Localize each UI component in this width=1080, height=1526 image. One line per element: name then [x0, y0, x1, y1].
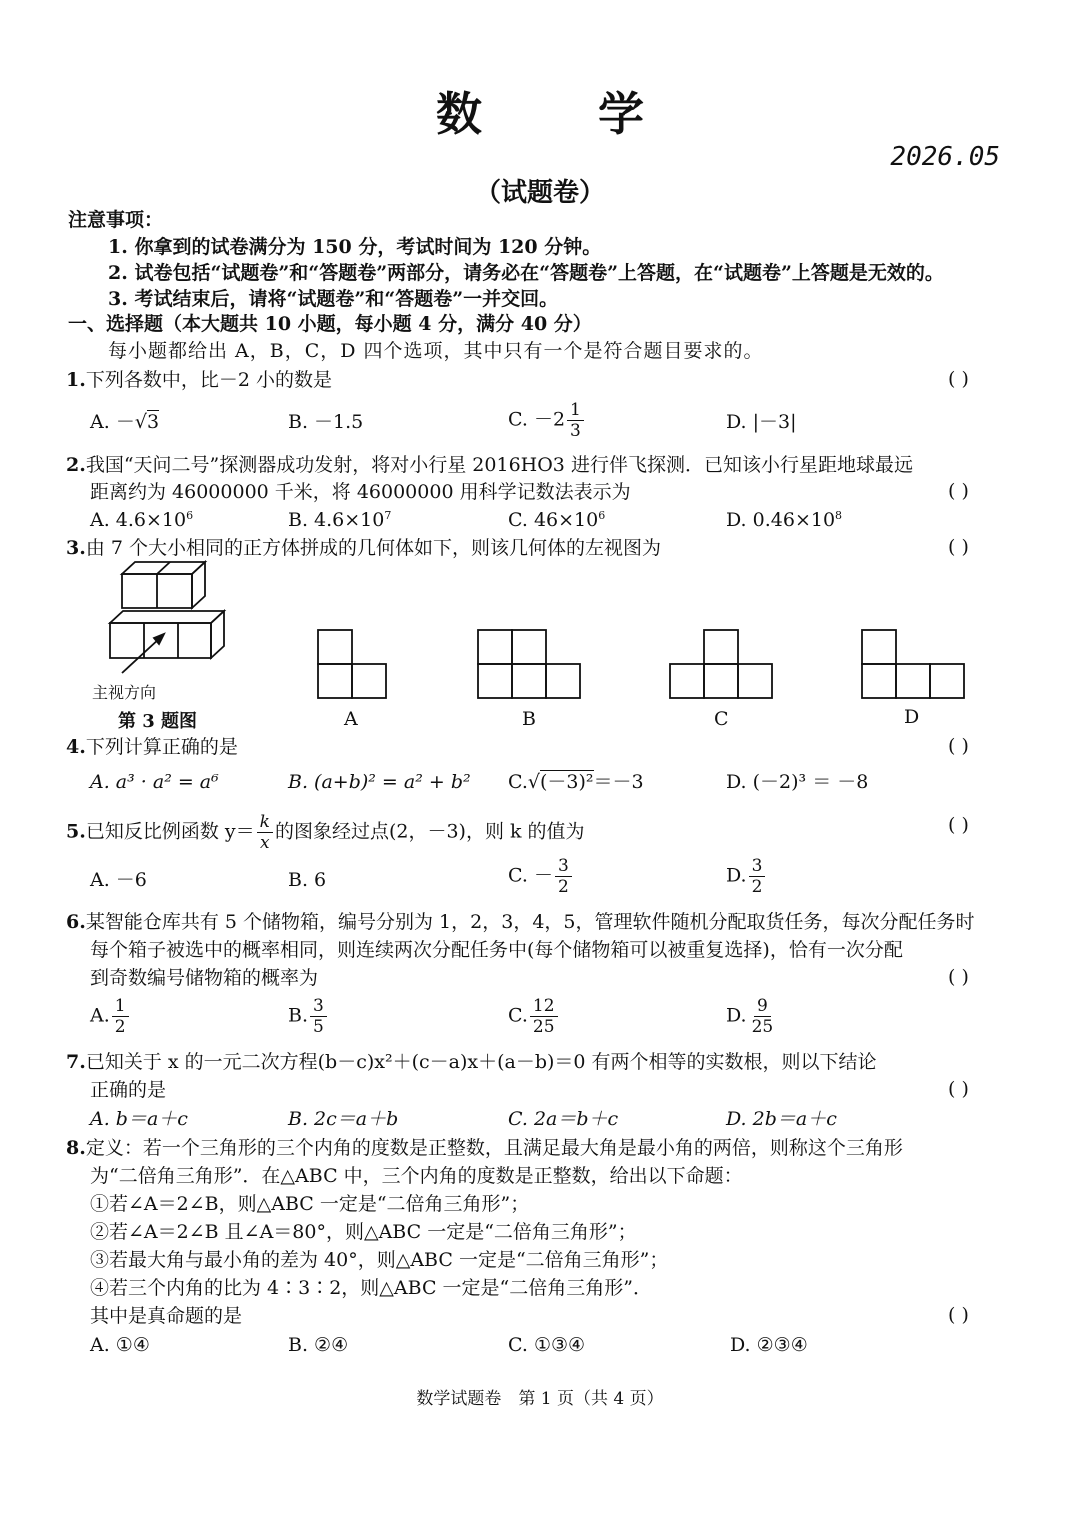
- option-c-figure: [668, 628, 776, 702]
- option-text: ＝－3: [593, 771, 644, 793]
- option-c: [508, 996, 560, 1037]
- question-number: 5.: [66, 820, 86, 843]
- question-4: [66, 735, 238, 759]
- answer-bracket: ( ): [948, 368, 969, 390]
- question-number: 8.: [66, 1137, 86, 1159]
- section-heading: 一、选择题（本大题共 10 小题，每小题 4 分，满分 40 分）: [68, 313, 592, 335]
- question-text: 已知反比例函数 y＝: [85, 820, 255, 843]
- fraction: [567, 400, 584, 441]
- question-5: [66, 812, 585, 853]
- question-7: [66, 1050, 877, 1074]
- denominator: 2: [557, 877, 569, 897]
- exponent: 8: [835, 509, 843, 522]
- option-label: C. －: [508, 864, 553, 887]
- question-text: 下列计算正确的是: [85, 736, 238, 758]
- question-number: 4.: [66, 736, 86, 758]
- question-8: [66, 1136, 903, 1160]
- option-b: B. 2c＝a＋b: [288, 1108, 399, 1130]
- sqrt-symbol: √: [134, 411, 147, 433]
- numerator: 12: [530, 996, 558, 1017]
- fraction: [112, 996, 129, 1037]
- answer-bracket: ( ): [948, 536, 969, 558]
- numerator: 3: [555, 856, 572, 877]
- notice-heading: 注意事项：: [68, 209, 164, 231]
- exponent: 6: [186, 509, 194, 522]
- proposition-2: ②若∠A＝2∠B 且∠A＝80°，则△ABC 一定是“二倍角三角形”；: [90, 1221, 637, 1243]
- question-number: 3.: [66, 537, 86, 559]
- fraction: [749, 996, 777, 1037]
- option-text: A. 4.6×10: [90, 509, 187, 531]
- question-number: 1.: [66, 369, 86, 391]
- radicand: (－3)²: [540, 771, 594, 793]
- option-label: A.: [90, 1004, 110, 1027]
- denominator: 2: [114, 1017, 126, 1037]
- option-label: B.: [288, 1004, 309, 1027]
- option-c: [508, 400, 586, 441]
- option-label: D.: [726, 864, 747, 887]
- option-d: D. 2b＝a＋c: [726, 1108, 837, 1130]
- option-a: [90, 508, 193, 532]
- option-a: [90, 410, 159, 434]
- numerator: 3: [310, 996, 327, 1017]
- option-a: A. a³ · a² = a⁶: [90, 771, 219, 793]
- question-2: [66, 453, 913, 477]
- fraction: [749, 856, 766, 897]
- option-b: [288, 996, 329, 1037]
- denominator: 2: [751, 877, 763, 897]
- numerator: 9: [754, 996, 771, 1017]
- question-text-cont: 正确的是: [90, 1079, 167, 1101]
- option-c-label: C: [714, 708, 729, 730]
- option-label: A.: [90, 411, 110, 433]
- option-c: [508, 856, 574, 897]
- option-text: B. 4.6×10: [288, 509, 385, 531]
- denominator: 25: [751, 1017, 774, 1037]
- option-d: [726, 996, 778, 1037]
- option-d: D. (－2)³ ＝ －8: [726, 771, 869, 793]
- option-a-label: A: [344, 708, 358, 730]
- fraction: [530, 996, 558, 1037]
- answer-bracket: ( ): [948, 1078, 969, 1100]
- option-d: D. |－3|: [726, 411, 797, 433]
- option-c: C. 2a＝b＋c: [508, 1108, 619, 1130]
- page-footer: 数学试题卷 第 1 页（共 4 页）: [416, 1389, 664, 1409]
- option-label: D.: [726, 1004, 747, 1027]
- page-subtitle: （试题卷）: [474, 178, 605, 208]
- option-a: A. b＝a＋c: [90, 1108, 188, 1130]
- question-ask: 其中是真命题的是: [90, 1305, 243, 1327]
- question-6: [66, 910, 975, 934]
- minus-sign: －: [115, 411, 135, 433]
- question-text: 某智能仓库共有 5 个储物箱，编号分别为 1，2，3，4，5，管理软件随机分配取货任务，每次分配任务时: [85, 911, 975, 933]
- answer-bracket: ( ): [948, 735, 969, 757]
- sqrt-symbol: √: [527, 771, 541, 793]
- numerator: 1: [112, 996, 129, 1017]
- proposition-1: ①若∠A＝2∠B，则△ABC 一定是“二倍角三角形”；: [90, 1193, 530, 1215]
- figure-caption: 第 3 题图: [118, 711, 198, 732]
- option-b-label: B: [522, 708, 536, 730]
- numerator: 1: [567, 400, 584, 421]
- numerator: k: [257, 812, 273, 833]
- option-label: C. －2: [508, 408, 566, 431]
- notice-item: 1. 你拿到的试卷满分为 150 分，考试时间为 120 分钟。: [108, 236, 602, 258]
- option-d: D. ②③④: [730, 1334, 808, 1356]
- radicand: 3: [146, 411, 160, 433]
- option-b-figure: [476, 628, 584, 702]
- option-d-label: D: [904, 706, 920, 728]
- question-text-cont: 距离约为 46000000 千米，将 46000000 用科学记数法表示为: [90, 481, 631, 503]
- question-text-cont: 为“二倍角三角形”．在△ABC 中，三个内角的度数是正整数，给出以下命题：: [90, 1165, 743, 1187]
- proposition-4: ④若三个内角的比为 4∶3∶2，则△ABC 一定是“二倍角三角形”．: [90, 1277, 652, 1299]
- option-a-figure: [316, 628, 390, 702]
- notice-item: 3. 考试结束后，请将“试题卷”和“答题卷”一并交回。: [108, 288, 559, 310]
- answer-bracket: ( ): [948, 480, 969, 502]
- answer-bracket: ( ): [948, 814, 969, 836]
- option-d-figure: [860, 628, 968, 702]
- question-text: 由 7 个大小相同的正方体拼成的几何体如下，则该几何体的左视图为: [85, 537, 662, 559]
- option-b: B. －1.5: [288, 411, 364, 433]
- answer-bracket: ( ): [948, 1304, 969, 1326]
- question-text-cont: 到奇数编号储物箱的概率为: [90, 967, 319, 989]
- exponent: 7: [384, 509, 392, 522]
- exam-date: 2026.05: [890, 142, 1000, 172]
- option-label: C.: [508, 1004, 528, 1027]
- option-b: B. 6: [288, 869, 327, 891]
- option-c: C. ①③④: [508, 1334, 586, 1356]
- option-text: D. 0.46×10: [726, 509, 836, 531]
- answer-bracket: ( ): [948, 966, 969, 988]
- option-c: [508, 508, 605, 532]
- section-intro: 每小题都给出 A，B，C，D 四个选项，其中只有一个是符合题目要求的。: [108, 340, 764, 362]
- page-title: 数 学: [435, 87, 694, 141]
- denominator: 3: [570, 421, 581, 441]
- fraction: [555, 856, 572, 897]
- fraction: [257, 812, 273, 853]
- numerator: 3: [749, 856, 766, 877]
- option-a: A. ①④: [90, 1334, 150, 1356]
- option-b: B. (a+b)² = a² + b²: [288, 771, 471, 793]
- notice-item: 2. 试卷包括“试题卷”和“答题卷”两部分，请务必在“答题卷”上答题，在“试题卷”上答题是无效的。: [108, 262, 944, 284]
- fraction: [310, 996, 327, 1037]
- proposition-3: ③若最大角与最小角的差为 40°，则△ABC 一定是“二倍角三角形”；: [90, 1249, 669, 1271]
- denominator: 25: [532, 1017, 555, 1037]
- question-text-cont: 每个箱子被选中的概率相同，则连续两次分配任务中(每个储物箱可以被重复选择)，恰有一次分配: [90, 939, 903, 961]
- question-number: 2.: [66, 454, 86, 476]
- question-text: 的图象经过点(2，－3)，则 k 的值为: [274, 820, 585, 843]
- question-3: [66, 536, 661, 560]
- exponent: 6: [598, 509, 606, 522]
- option-text: C. 46×10: [508, 509, 599, 531]
- denominator: x: [259, 833, 270, 853]
- question-text: 定义：若一个三角形的三个内角的度数是正整数，且满足最大角是最小角的两倍，则称这个三角形: [85, 1137, 903, 1159]
- question-number: 7.: [66, 1051, 86, 1073]
- question-number: 6.: [66, 911, 86, 933]
- option-b: [288, 508, 391, 532]
- option-label: C.: [508, 771, 528, 793]
- question-text: 下列各数中，比－2 小的数是: [85, 369, 332, 391]
- cube-solid-figure: [100, 560, 235, 675]
- front-direction-label: 主视方向: [92, 683, 157, 702]
- question-1: [66, 368, 332, 392]
- option-c: [508, 770, 644, 794]
- option-d: [726, 508, 842, 532]
- question-text: 我国“天问二号”探测器成功发射，将对小行星 2016HO3 进行伴飞探测．已知该小行星距地球最远: [85, 454, 913, 476]
- option-b: B. ②④: [288, 1334, 349, 1356]
- option-a: [90, 996, 131, 1037]
- option-a: A. －6: [90, 869, 147, 891]
- option-d: [726, 856, 767, 897]
- question-text: 已知关于 x 的一元二次方程(b－c)x²＋(c－a)x＋(a－b)＝0 有两个相等的实数根，则以下结论: [85, 1051, 877, 1073]
- denominator: 5: [313, 1017, 324, 1037]
